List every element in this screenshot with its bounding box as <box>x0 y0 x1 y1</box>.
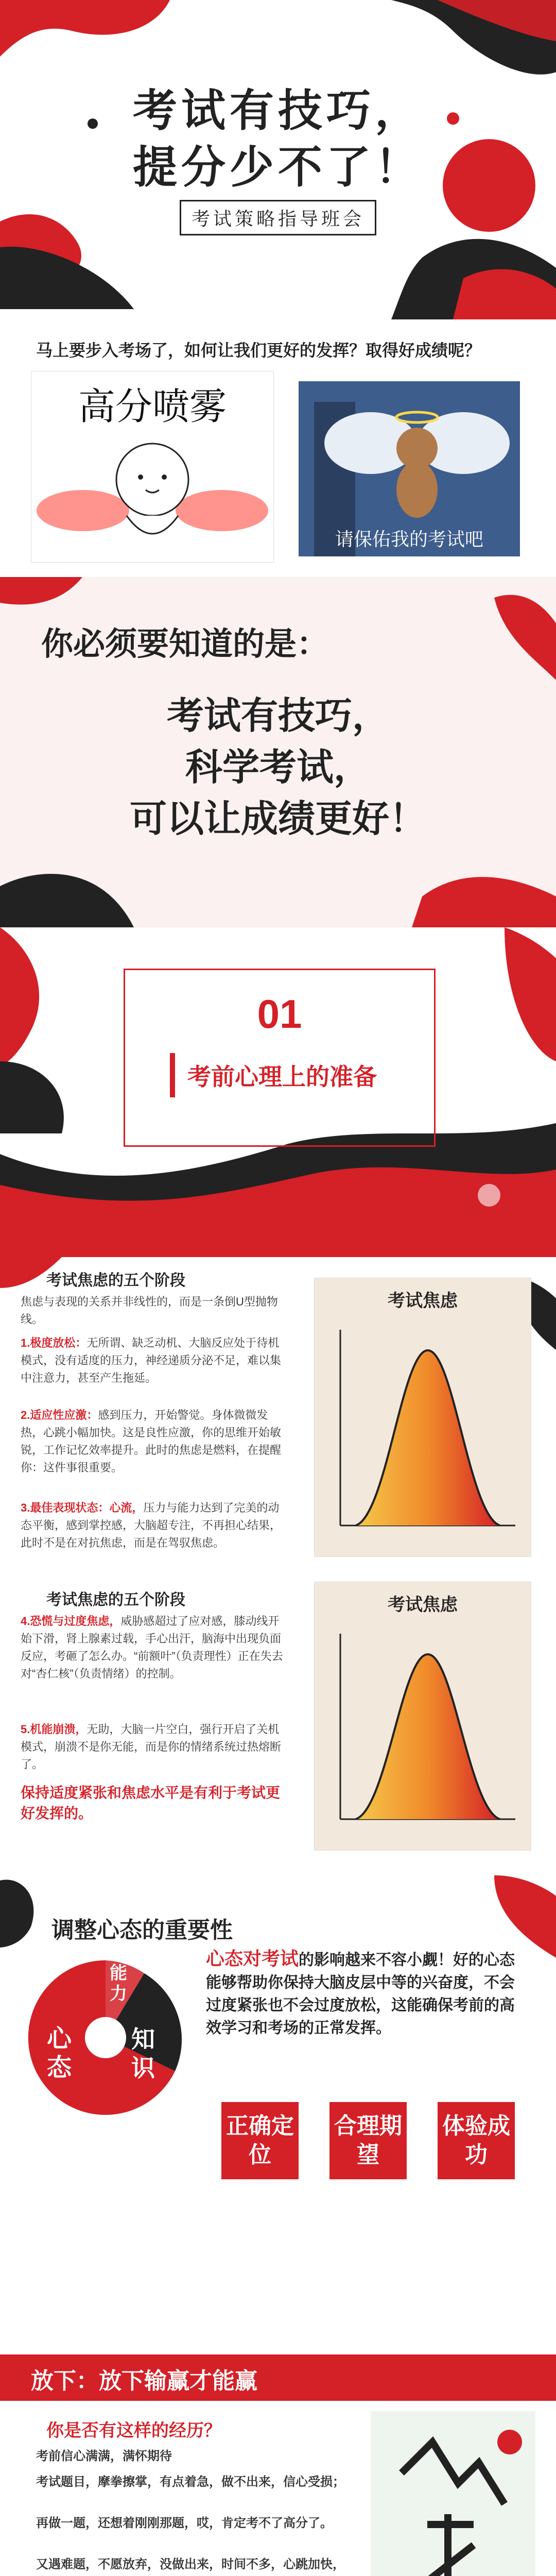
title-line-2: 提分少不了！ <box>133 143 423 192</box>
mindset-heading: 调整心态的重要性 <box>51 1918 233 1943</box>
stage-3-label: 3.最佳表现状态：心流， <box>21 1501 144 1514</box>
btn-experience-success: 体验成功 <box>438 2102 515 2179</box>
must-know-heading: 你必须要知道的是： <box>41 626 329 662</box>
pie-label-knowledge: 知识 <box>131 2026 155 2081</box>
anxiety-stage-5 <box>21 1721 288 1773</box>
anxiety-stage-4 <box>21 1613 288 1683</box>
stage-1-text: 无所谓、缺乏动机、大脑反应处于待机模式，没有适度的压力，神经递质分泌不足，难以集中注意力，甚至产生拖延。 <box>21 1336 282 1384</box>
stage-4-text: 威胁感超过了应对感，膝动线开始下滑，肾上腺素过载，手心出汗，脑海中出现负面反应，考砸了怎么办。“前额叶”（负责理性）正在失去对“杏仁核”（负责情绪）的控制。 <box>21 1615 283 1680</box>
subtitle: 考试策略指导班会 <box>180 200 376 235</box>
stage-1-label: 1.极度放松： <box>21 1336 87 1349</box>
anxiety-title-2: 考试焦虑的五个阶段 <box>46 1591 185 1608</box>
stage-4-label: 4.恐慌与过度焦虑， <box>21 1615 121 1628</box>
section1-title: 考前心理上的准备 <box>170 1053 389 1097</box>
must-know-line-2: 科学考试， <box>185 747 371 788</box>
anxiety-chart-title-2: 考试焦虑 <box>388 1595 458 1615</box>
anxiety-curve-2 <box>325 1623 520 1840</box>
btn-reasonable-expectation: 合理期望 <box>329 2102 407 2179</box>
title-line-1: 考试有技巧， <box>133 86 423 135</box>
anxiety-chart-title-1: 考试焦虑 <box>388 1291 458 1311</box>
let-go-bullet-2: 考试题目，摩拳擦掌，有点着急，做不出来，信心受损； <box>36 2475 345 2489</box>
stage-5-label: 5.机能崩溃， <box>21 1723 87 1736</box>
section1-number: 01 <box>257 991 302 1037</box>
meme-right-caption: 请保佑我的考试吧 <box>335 529 483 550</box>
meme-left-caption: 高分喷雾 <box>78 386 227 428</box>
mindset-text <box>206 1947 525 2040</box>
let-go-question: 你是否有这样的经历？ <box>46 2421 221 2441</box>
anxiety-conclusion: 保持适度紧张和焦虑水平是有利于考试更好发挥的。 <box>21 1785 281 1821</box>
spray-figure <box>31 428 273 562</box>
stage-2-text: 感到压力，开始警觉。身体微微发热，心跳小幅加快。这是良性应激，你的思维开始敏锐，工作记忆效率提升。此时的焦虑是燃料，在提醒你：这件事很重要。 <box>21 1409 282 1474</box>
anxiety-intro: 焦虑与表现的关系并非线性的，而是一条倒U型抛物线。 <box>21 1295 278 1326</box>
let-go-illustration <box>371 2411 535 2576</box>
stage-2-label: 2.适应性应激： <box>21 1409 98 1421</box>
mindset-text-rest: 的影响越来不容小觑！好的心态能够帮助你保持大脑皮层中等的兴奋度，不会过度紧张也不会过度放松，这能确保考前的高效学习和考场的正常发挥。 <box>206 1952 515 2037</box>
must-know-line-1: 考试有技巧， <box>166 696 389 737</box>
anxiety-stage-2 <box>21 1406 288 1477</box>
anxiety-curve-1 <box>325 1319 520 1546</box>
meme-high-score-spray <box>31 371 274 563</box>
anxiety-curve-card-1 <box>314 1278 531 1557</box>
let-go-bullet-1: 考前信心满满，满怀期待 <box>36 2449 172 2463</box>
anxiety-title-1: 考试焦虑的五个阶段 <box>46 1272 185 1289</box>
mindset-text-red: 心态对考试 <box>206 1948 299 1969</box>
let-go-bullet-3: 再做一题，还想着刚刚那题，哎，肯定考不了高分了。 <box>36 2516 333 2530</box>
let-go-title: 放下：放下输赢才能赢 <box>31 2368 257 2394</box>
section1-box <box>124 969 436 1147</box>
pie-label-ability: 能力 <box>110 1963 127 2004</box>
meme-jerry-angel <box>299 381 520 556</box>
anxiety-stage-3 <box>21 1499 288 1552</box>
stage-3-text: 压力与能力达到了完美的动态平衡，感到掌控感，大脑超专注，不再担心结果，此时不是在对抗焦虑，而是在驾驭焦虑。 <box>21 1501 282 1549</box>
pie-label-mindset: 心态 <box>46 2025 72 2081</box>
anxiety-stage-1 <box>21 1334 288 1387</box>
let-go-bullet-4: 又遇难题，不愿放弃，没做出来，时间不多，心跳加快， <box>36 2557 345 2571</box>
must-know-line-3: 可以让成绩更好！ <box>129 799 426 840</box>
stage-5-text: 无助，大脑一片空白，强行开启了关机模式，崩溃不是你无能，而是你的情绪系统过热熔断了。 <box>21 1723 282 1771</box>
btn-correct-position: 正确定位 <box>221 2102 299 2179</box>
header-title-block <box>103 82 453 229</box>
anxiety-curve-card-2 <box>314 1582 531 1851</box>
intro-question: 马上要步入考场了，如何让我们更好的发挥？取得好成绩呢？ <box>36 341 481 360</box>
